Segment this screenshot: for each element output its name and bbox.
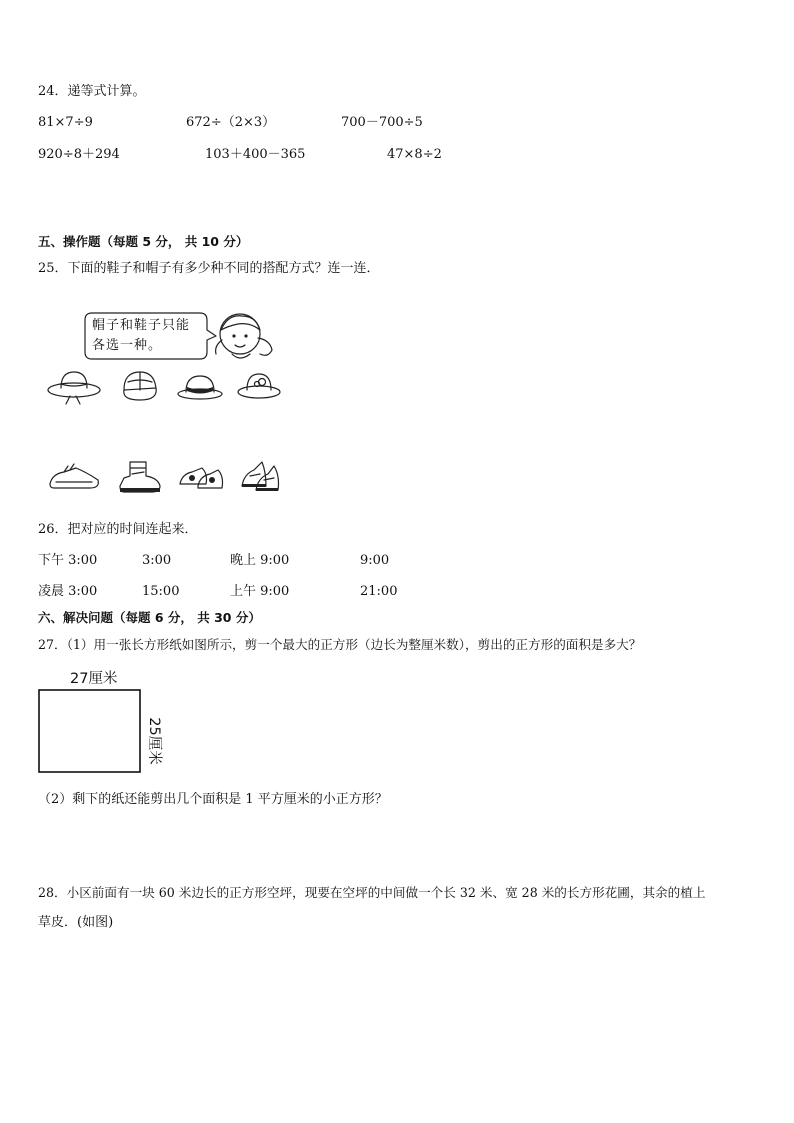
shoe-boot-icon bbox=[116, 456, 164, 496]
q26-title: 26．把对应的时间连起来． bbox=[38, 522, 198, 537]
shoe-hiking-pair-icon bbox=[236, 456, 282, 496]
section6-title: 六、解决问题（每题 6 分， 共 30 分） bbox=[38, 610, 261, 625]
girl-illustration bbox=[210, 308, 276, 366]
q26-r2-c3: 上午 9:00 bbox=[230, 584, 290, 599]
q28-line1: 28．小区前面有一块 60 米边长的正方形空坪，现要在空坪的中间做一个长 32 米、宽 28 米的长方形花圃，其余的植上 bbox=[38, 885, 706, 900]
rectangle-figure bbox=[38, 689, 142, 775]
rect-height-label: 25厘米 bbox=[146, 717, 162, 765]
q25-title: 25．下面的鞋子和帽子有多少种不同的搭配方式？连一连． bbox=[38, 261, 380, 276]
q27-part1: 27．（1）用一张长方形纸如图所示，剪一个最大的正方形（边长为整厘米数），剪出的正方形的面积是多大？ bbox=[38, 637, 642, 652]
q24-expr-3: 700－700÷5 bbox=[341, 115, 423, 130]
q26-r1-c1: 下午 3:00 bbox=[38, 553, 98, 568]
q26-r2-c4: 21:00 bbox=[360, 584, 398, 599]
q26-r1-c4: 9:00 bbox=[360, 553, 390, 568]
shoe-sport-pair-icon bbox=[176, 458, 226, 494]
q24-expr-6: 47×8÷2 bbox=[387, 147, 442, 162]
q24-expr-5: 103＋400－365 bbox=[205, 147, 306, 162]
q26-r2-c1: 凌晨 3:00 bbox=[38, 584, 98, 599]
hat-cap-icon bbox=[118, 366, 162, 406]
section5-title: 五、操作题（每题 5 分， 共 10 分） bbox=[38, 234, 249, 249]
q26-r1-c2: 3:00 bbox=[142, 553, 172, 568]
bubble-text-line1: 帽子和鞋子只能 bbox=[92, 318, 191, 333]
q24-title: 24．递等式计算。 bbox=[38, 84, 146, 99]
q26-r2-c2: 15:00 bbox=[142, 584, 180, 599]
hat-wide-brim-icon bbox=[46, 366, 102, 406]
shoe-sneaker-icon bbox=[46, 456, 102, 494]
rect-width-label: 27厘米 bbox=[70, 671, 118, 687]
hat-sun-bonnet-icon bbox=[236, 366, 282, 404]
bubble-text-line2: 各选一种。 bbox=[92, 338, 163, 353]
q24-expr-2: 672÷（2×3） bbox=[186, 115, 276, 130]
q24-expr-4: 920÷8＋294 bbox=[38, 147, 120, 162]
q24-expr-1: 81×7÷9 bbox=[38, 115, 93, 130]
q28-line2: 草皮．(如图) bbox=[38, 915, 114, 930]
hat-fedora-icon bbox=[176, 370, 224, 404]
q27-part2: （2）剩下的纸还能剪出几个面积是 1 平方厘米的小正方形？ bbox=[38, 792, 388, 807]
q26-r1-c3: 晚上 9:00 bbox=[230, 553, 290, 568]
